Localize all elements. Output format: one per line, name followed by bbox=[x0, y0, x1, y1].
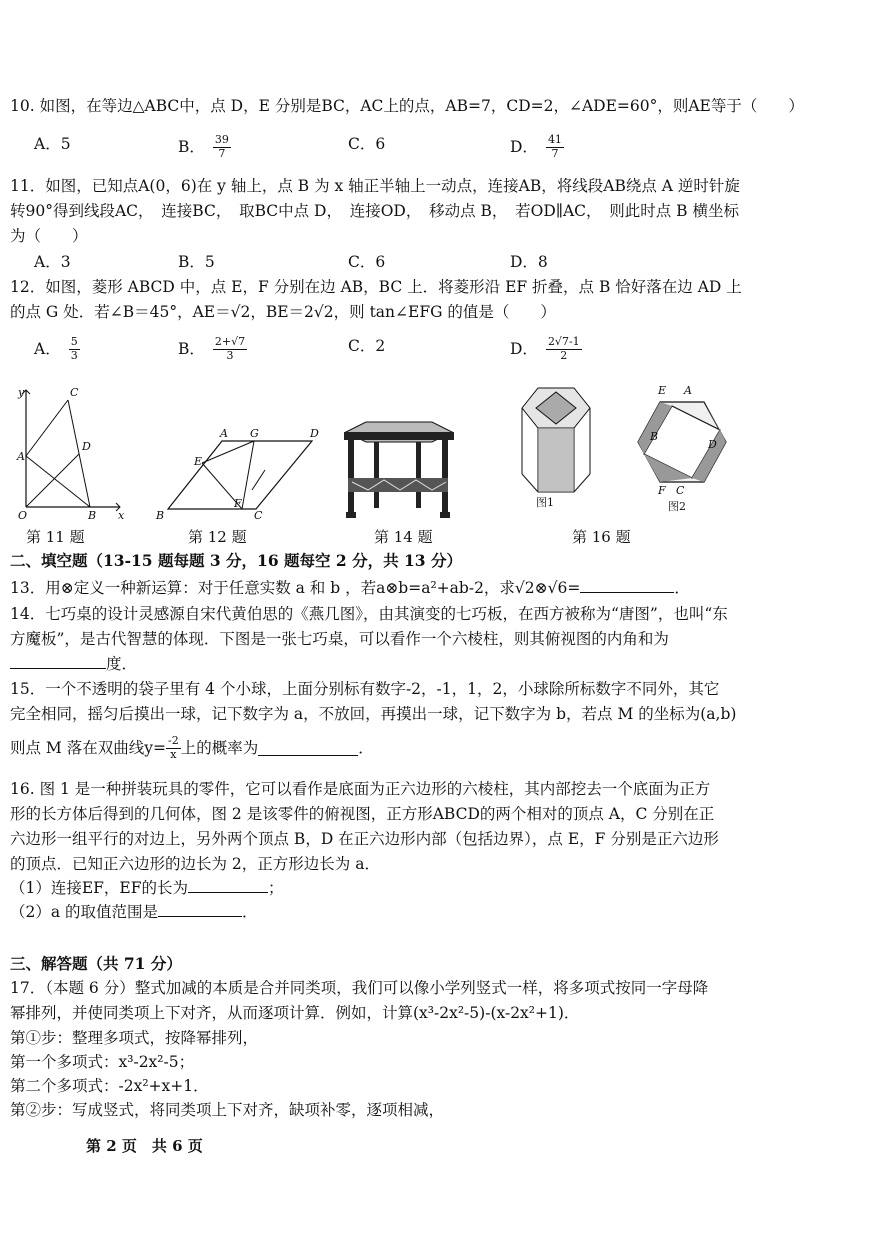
section-3-title: 三、解答题（共 71 分） bbox=[10, 954, 182, 973]
fig16-sub2: 图2 bbox=[668, 500, 686, 513]
section-2-title: 二、填空题（13-15 题每题 3 分，16 题每空 2 分，共 13 分） bbox=[10, 551, 462, 570]
q11-line-2: 转90°得到线段AC， 连接BC， 取BC中点 D， 连接OD， 移动点 B， 若OD∥AC， 则此时点 B 横坐标 bbox=[10, 202, 740, 220]
q14-line-3: 度． bbox=[10, 654, 866, 675]
q12-line-2: 的点 G 处．若∠B＝45°，AE＝√2，BE＝2√2，则 tan∠EFG 的值是（ ） bbox=[10, 303, 556, 321]
q13-answer-blank[interactable] bbox=[580, 578, 674, 593]
figure-11 bbox=[8, 382, 128, 522]
q15-answer-blank[interactable] bbox=[258, 741, 358, 756]
q15-line-1: 15．一个不透明的袋子里有 4 个小球，上面分别标有数字-2，-1，1，2，小球除所标数字不同外，其它 bbox=[10, 680, 720, 698]
fig11-label-d: D bbox=[82, 440, 91, 453]
fig16-label-b: B bbox=[650, 430, 659, 443]
q15-line-2: 完全相同，摇匀后摸出一球，记下数字为 a，不放回，再摸出一球，记下数字为 b，若点 M 的坐标为(a,b) bbox=[10, 705, 737, 723]
q16-part-1: （1）连接EF，EF的长为 ； bbox=[10, 879, 284, 897]
q12-options bbox=[34, 336, 866, 370]
q13: 13．用⊗定义一种新运算：对于任意实数 a 和 b ，若a⊗b=a²+ab-2，求√2⊗√6= ． bbox=[10, 579, 690, 597]
figure-12 bbox=[150, 425, 330, 523]
q10-option-d: D． $\frac{41}{7}$ bbox=[510, 133, 562, 160]
q17-step-1: 第①步：整理多项式，按降幂排列， bbox=[10, 1029, 259, 1047]
q17-poly-1: 第一个多项式：x³-2x²-5； bbox=[10, 1053, 195, 1071]
fig16-label-d: D bbox=[708, 438, 717, 451]
q11-line-1: 11．如图，已知点A(0，6)在 y 轴上，点 B 为 x 轴正半轴上一动点，连接AB，将线段AB绕点 A 逆时针旋 bbox=[10, 177, 740, 195]
fig11-label-c: C bbox=[70, 386, 79, 399]
q16-line-2: 形的长方体后得到的几何体，图 2 是该零件的俯视图，正方形ABCD的两个相对的顶点 A，C 分别在正 bbox=[10, 805, 715, 823]
q11-option-d: D．8 bbox=[510, 253, 548, 271]
fig16-label-a: A bbox=[684, 384, 692, 397]
fig12-caption: 第 12 题 bbox=[188, 528, 247, 546]
fig12-label-d: D bbox=[310, 427, 319, 440]
q17-poly-2: 第二个多项式：-2x²+x+1． bbox=[10, 1077, 209, 1095]
fig12-label-a: A bbox=[220, 427, 228, 440]
q16-line-3: 六边形一组平行的对边上，另外两个顶点 B，D 在正六边形内部（包括边界），点 E，F 分别是正六边形 bbox=[10, 830, 719, 848]
q17-step-2: 第②步：写成竖式，将同类项上下对齐，缺项补零，逐项相减， bbox=[10, 1101, 445, 1119]
q11-option-c: C．6 bbox=[348, 253, 386, 271]
q16-line-1: 16. 图 1 是一种拼装玩具的零件，它可以看作是底面为正六边形的六棱柱，其内部挖去一个底面为正方 bbox=[10, 780, 711, 798]
page-footer: 第 2 页 共 6 页 bbox=[86, 1137, 203, 1155]
q10-option-a: A．5 bbox=[34, 135, 71, 153]
q16-part2-blank[interactable] bbox=[158, 902, 242, 917]
fig11-caption: 第 11 题 bbox=[26, 528, 85, 546]
fig11-label-b: B bbox=[88, 509, 97, 522]
q12-option-b: B． $\frac{2+√7}{3}$ bbox=[178, 335, 246, 362]
q14-answer-blank[interactable] bbox=[10, 654, 106, 669]
q17-line-1: 17．（本题 6 分）整式加减的本质是合并同类项，我们可以像小学列竖式一样，将多项式按同一字母降 bbox=[10, 979, 709, 997]
q11-option-b: B．5 bbox=[178, 253, 215, 271]
q15-hyperbola-fraction: $\frac{-2}{x}$ bbox=[167, 734, 179, 761]
q12-line-1: 12．如图，菱形 ABCD 中，点 E，F 分别在边 AB，BC 上．将菱形沿 EF 折叠，点 B 恰好落在边 AD 上 bbox=[10, 278, 742, 296]
q11-line-3: 为（ ） bbox=[10, 227, 88, 245]
q12-option-a: A． $\frac{5}{3}$ bbox=[34, 335, 78, 362]
q12-option-c: C．2 bbox=[348, 337, 386, 355]
q14-line-1: 14．七巧桌的设计灵感源自宋代黄伯思的《燕几图》，由其演变的七巧板，在西方被称为“唐图”，也叫“东 bbox=[10, 605, 728, 623]
q10-option-b: B． $\frac{39}{7}$ bbox=[178, 133, 229, 160]
fig12-label-f: F bbox=[234, 497, 242, 510]
fig16-caption: 第 16 题 bbox=[572, 528, 631, 546]
fig11-label-y: y bbox=[18, 386, 25, 399]
q16-part1-blank[interactable] bbox=[188, 878, 268, 893]
fig12-label-e: E bbox=[194, 455, 203, 468]
q10-options bbox=[34, 134, 866, 168]
fig16-label-f: F bbox=[658, 484, 666, 497]
q10-option-c: C．6 bbox=[348, 135, 386, 153]
q16-line-4: 的顶点．已知正六边形的边长为 2，正方形边长为 a． bbox=[10, 855, 380, 873]
q12-option-d: D． $\frac{2√7-1}{2}$ bbox=[510, 335, 580, 362]
q14-line-2: 方魔板”，是古代智慧的体现．下图是一张七巧桌，可以看作一个六棱柱，则其俯视图的内角和为 bbox=[10, 630, 669, 648]
fig14-caption: 第 14 题 bbox=[374, 528, 433, 546]
figure-14-tangram-table bbox=[338, 418, 458, 522]
q17-line-2: 幂排列，并使同类项上下对齐，从而逐项计算．例如，计算(x³-2x²-5)-(x-2x²+1)． bbox=[10, 1004, 580, 1022]
fig11-label-x: x bbox=[118, 509, 125, 522]
fig16-label-e: E bbox=[658, 384, 667, 397]
fig12-label-b: B bbox=[156, 509, 165, 522]
fig12-label-g: G bbox=[250, 427, 259, 440]
fig11-label-o: O bbox=[18, 509, 28, 522]
q10-stem: 10. 如图，在等边△ABC中，点 D，E 分别是BC，AC上的点，AB=7，CD=2，∠ADE=60°，则AE等于（ ） bbox=[10, 97, 804, 115]
fig16-sub1: 图1 bbox=[536, 496, 554, 509]
q11-option-a: A．3 bbox=[34, 253, 71, 271]
fig11-label-a: A bbox=[17, 450, 25, 463]
figure-16 bbox=[508, 378, 740, 518]
fig12-label-c: C bbox=[254, 509, 263, 522]
q15-line-3: 则点 M 落在双曲线y= $\frac{-2}{x}$ 上的概率为 ． bbox=[10, 734, 374, 761]
q16-part-2: （2）a 的取值范围是 ． bbox=[10, 903, 258, 921]
fig16-label-c: C bbox=[676, 484, 685, 497]
